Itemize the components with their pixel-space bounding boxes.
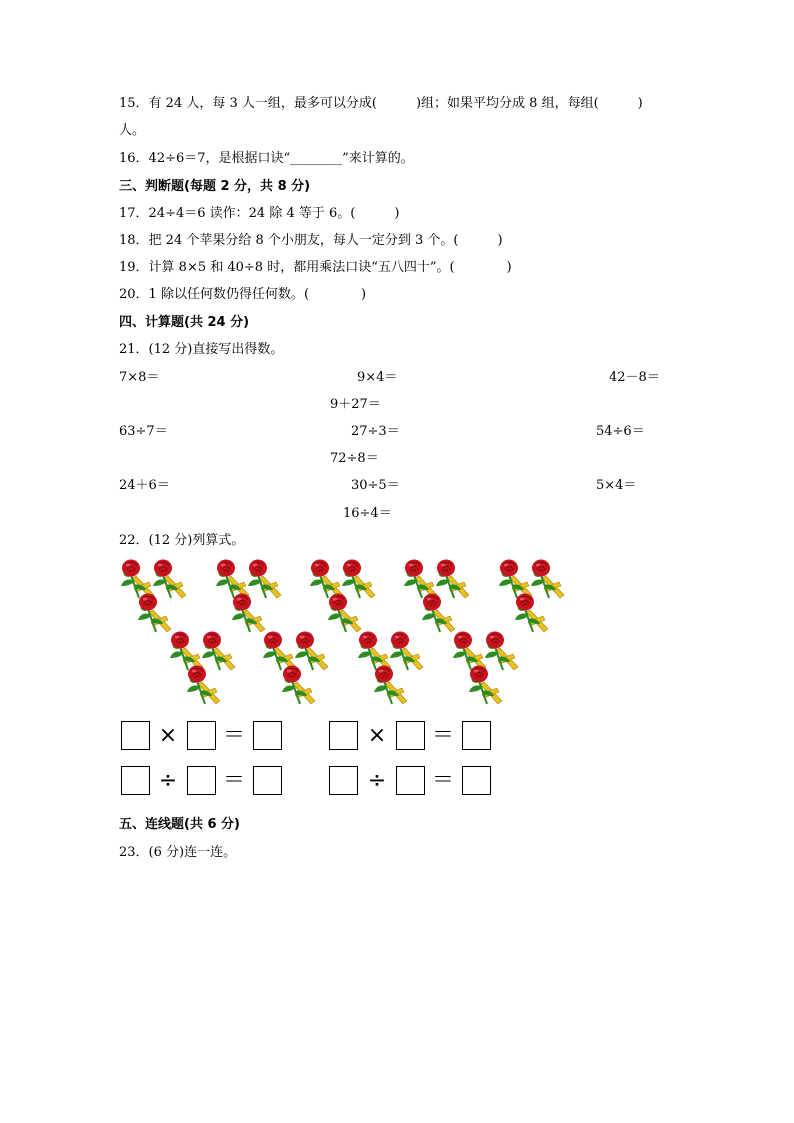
section-4-heading: 四、计算题(共 24 分) <box>119 315 250 330</box>
calc-item: 30÷5＝ <box>351 478 400 493</box>
calc-item: 16÷4＝ <box>343 506 392 521</box>
calc-item: 7×8＝ <box>119 370 160 385</box>
calc-item: 24＋6＝ <box>119 478 170 493</box>
equals-symbol: ＝ <box>222 723 245 748</box>
equals-symbol: ＝ <box>431 723 454 748</box>
answer-box[interactable] <box>187 766 216 795</box>
question-22: 22．(12 分)列算式。 <box>119 533 245 548</box>
section-3-heading: 三、判断题(每题 2 分，共 8 分) <box>119 179 311 194</box>
calc-item: 9＋27＝ <box>330 397 381 412</box>
calc-item: 42－8＝ <box>609 370 660 385</box>
answer-box[interactable] <box>329 766 358 795</box>
question-18: 18．把 24 个苹果分给 8 个小朋友，每人一定分到 3 个。( ) <box>119 233 503 248</box>
equals-symbol: ＝ <box>222 768 245 793</box>
question-21: 21．(12 分)直接写出得数。 <box>119 342 284 357</box>
answer-box[interactable] <box>187 721 216 750</box>
rose-icon <box>280 664 320 706</box>
rose-icon <box>230 592 270 634</box>
question-15-line2: 人。 <box>119 123 146 138</box>
question-16: 16．42÷6＝7，是根据口诀“________”来计算的。 <box>119 151 414 166</box>
times-symbol: × <box>158 723 178 748</box>
question-15-line1: 15．有 24 人，每 3 人一组，最多可以分成( )组；如果平均分成 8 组，每组( ) <box>119 96 643 111</box>
section-5-heading: 五、连线题(共 6 分) <box>119 817 240 832</box>
answer-box[interactable] <box>253 766 282 795</box>
rose-icon <box>326 592 366 634</box>
question-19: 19．计算 8×5 和 40÷8 时，都用乘法口诀“五八四十”。( ) <box>119 260 512 275</box>
answer-box[interactable] <box>253 721 282 750</box>
equals-symbol: ＝ <box>431 768 454 793</box>
rose-icon <box>136 592 176 634</box>
answer-box[interactable] <box>121 766 150 795</box>
question-17: 17．24÷4＝6 读作：24 除 4 等于 6。( ) <box>119 206 400 221</box>
answer-box[interactable] <box>396 721 425 750</box>
rose-icon <box>372 664 412 706</box>
calc-item: 27÷3＝ <box>351 424 400 439</box>
rose-icon <box>513 592 553 634</box>
rose-icon <box>467 664 507 706</box>
answer-box[interactable] <box>462 721 491 750</box>
times-symbol: × <box>367 723 387 748</box>
rose-icon <box>420 592 460 634</box>
divide-symbol: ÷ <box>367 768 387 793</box>
calc-item: 9×4＝ <box>357 370 398 385</box>
calc-item: 5×4＝ <box>596 478 637 493</box>
answer-box[interactable] <box>462 766 491 795</box>
answer-box[interactable] <box>396 766 425 795</box>
rose-icon <box>185 664 225 706</box>
calc-item: 72÷8＝ <box>330 451 379 466</box>
question-23: 23．(6 分)连一连。 <box>119 845 237 860</box>
calc-item: 63÷7＝ <box>119 424 168 439</box>
answer-box[interactable] <box>329 721 358 750</box>
answer-box[interactable] <box>121 721 150 750</box>
divide-symbol: ÷ <box>158 768 178 793</box>
question-20: 20．1 除以任何数仍得任何数。( ) <box>119 287 367 302</box>
calc-item: 54÷6＝ <box>596 424 645 439</box>
